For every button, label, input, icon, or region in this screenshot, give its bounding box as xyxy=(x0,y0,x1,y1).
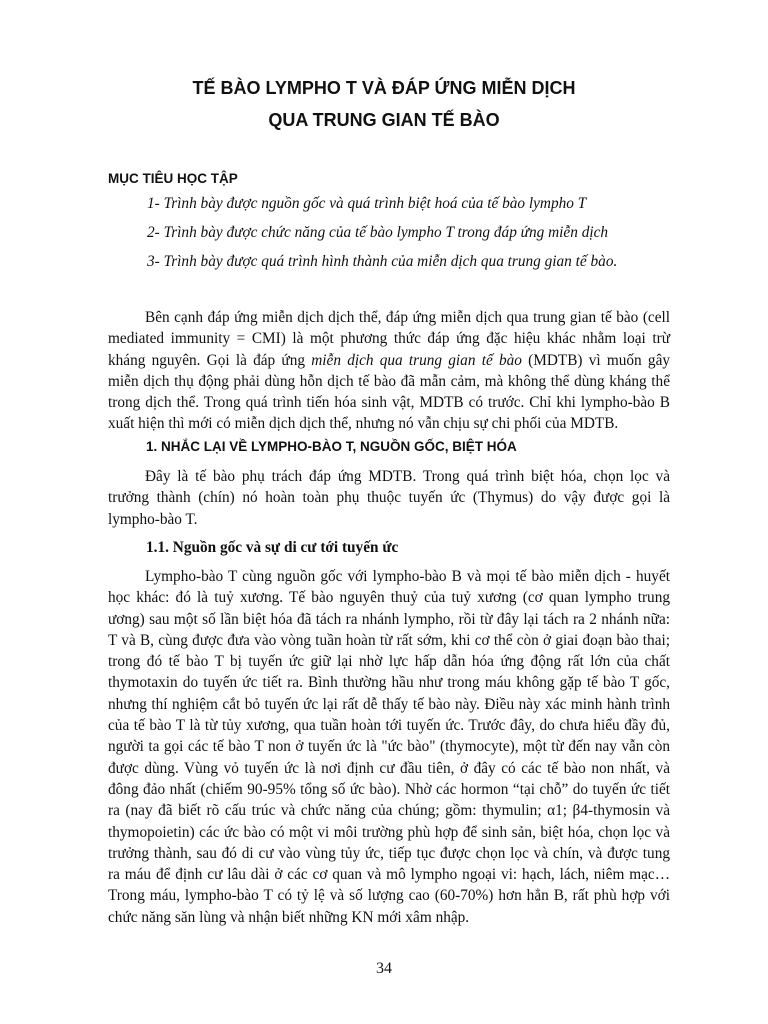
text-line: nhưng thí nghiệm cắt bỏ tuyến ức lại rất dễ thấy tế bào này. Điều này xác minh hành trình xyxy=(108,695,670,713)
text-line: trưởng thành (chín) nó hoàn toàn phụ thuộc tuyến ức (Thymus) do vậy được gọi là xyxy=(108,489,670,507)
text-line: đông đảo nhất (chiếm 90-95% tổng số ức bào). Nhờ các hormon “tại chỗ” do tuyến ức tiết xyxy=(108,780,670,798)
text-line: miễn dịch thụ động phải dùng hỗn dịch tế bào đã mẫn cảm, mà không thể dùng kháng thể xyxy=(108,372,670,390)
text-line: trong đó tế bào T bị tuyến ức giữ lại nhờ lực hấp dẫn hóa ứng động rất lớn của chất xyxy=(108,653,670,671)
text-run: (MDTB) vì muốn gây xyxy=(521,351,671,369)
text-line: chức năng săn lùng và nhận biết những KN mới xâm nhập. xyxy=(108,908,470,926)
objective-item: 3- Trình bày được quá trình hình thành của miễn dịch qua trung gian tế bào. xyxy=(147,253,618,270)
objective-item: 1- Trình bày được nguồn gốc và quá trình biệt hoá của tế bào lympho T xyxy=(147,195,587,212)
text-line xyxy=(108,350,670,371)
objective-item: 2- Trình bày được chức năng của tế bào lympho T trong đáp ứng miễn dịch xyxy=(147,224,609,241)
text-line: Đây là tế bào phụ trách đáp ứng MDTB. Trong quá trình biệt hóa, chọn lọc và xyxy=(145,468,670,485)
objectives-list xyxy=(147,195,707,282)
section-1-paragraph xyxy=(108,466,670,530)
text-line: học khác: đó là tuỷ xương. Tế bào nguyên thuỷ của tuỷ xương (cơ quan lympho trung xyxy=(108,589,670,607)
text-line: Bên cạnh đáp ứng miễn dịch dịch thể, đáp ứng miễn dịch qua trung gian tế bào (cell xyxy=(145,309,670,326)
text-line: T và B, cùng được đưa vào vòng tuần hoàn từ rất sớm, khi cơ thể còn ở giai đoạn bào thai; xyxy=(108,631,670,649)
section-1-1-heading: 1.1. Nguồn gốc và sự di cư tới tuyến ức xyxy=(146,539,399,556)
text-line: thymopoietin) các ức bào có một vi môi trường phù hợp để sinh sản, biệt hóa, chọn lọc và xyxy=(108,823,670,841)
page-title-line-1: TẾ BÀO LYMPHO T VÀ ĐÁP ỨNG MIỄN DỊCH xyxy=(192,78,576,98)
text-line: Trong máu, lympho-bào T có tỷ lệ và số lượng cao (60-70%) hơn hẳn B, rất phù hợp với xyxy=(108,887,670,905)
text-line: ra máu để định cư lâu dài ở các cơ quan và mô lympho ngoại vi: hạch, lách, niêm mạc… xyxy=(108,866,670,884)
text-line: trong dịch thể. Trong quá trình tiến hóa sinh vật, MDTB có trước. Chỉ khi lympho-bào B xyxy=(108,394,670,412)
text-line: xuất hiện thì mới có miễn dịch dịch thể, nhưng nó vẫn chịu sự chi phối của MDTB. xyxy=(108,415,619,433)
intro-paragraph xyxy=(108,307,670,435)
emphasis-term: miễn dịch qua trung gian tế bào xyxy=(311,351,522,369)
objectives-heading: MỤC TIÊU HỌC TẬP xyxy=(108,171,238,186)
page-title-line-2: QUA TRUNG GIAN TẾ BÀO xyxy=(268,110,500,130)
text-run: kháng nguyên. Gọi là đáp ứng xyxy=(108,351,312,369)
text-line: mediated immunity = CMI) là một phương thức đáp ứng đặc hiệu khác nhằm loại trừ xyxy=(108,330,670,348)
section-1-1-paragraph xyxy=(108,566,670,928)
text-line: người ta gọi các tế bào T non ở tuyến ức là "ức bào" (thymocyte), một từ đến nay vẫn còn xyxy=(108,738,670,756)
text-line: ương) sau một số lần biệt hóa đã tách ra nhánh lympho, rồi từ đây lại tách ra 2 nhánh nữa: xyxy=(108,610,670,628)
section-1-heading: 1. NHẮC LẠI VỀ LYMPHO-BÀO T, NGUỒN GỐC, BIỆT HÓA xyxy=(146,439,517,454)
text-line: Lympho-bào T cùng nguồn gốc với lympho-bào B và mọi tế bào miễn dịch - huyết xyxy=(145,568,670,585)
page-number: 34 xyxy=(376,960,392,977)
text-line: ra (nay đã biết rõ cấu trúc và chức năng của chúng; gồm: thymulin; α1; β4-thymosin và xyxy=(108,802,670,820)
text-line: của tế bào T là từ tủy xương, qua tuần hoàn tới tuyến ức. Trước đây, do chưa hiểu đầy đủ, xyxy=(108,717,670,735)
text-line: trưởng thành, sau đó di cư vào vùng tủy ức, tiếp tục được chọn lọc và chín, và được tung xyxy=(108,844,670,862)
text-line: được dùng. Vùng vỏ tuyến ức là nơi định cư đầu tiên, ở đây có các tế bào non nhất, và xyxy=(108,759,670,777)
text-line: lympho-bào T. xyxy=(108,510,198,528)
text-line: thymotaxin do tuyến ức tiết ra. Bình thường hầu như trong máu không gặp tế bào T gốc, xyxy=(108,674,670,692)
